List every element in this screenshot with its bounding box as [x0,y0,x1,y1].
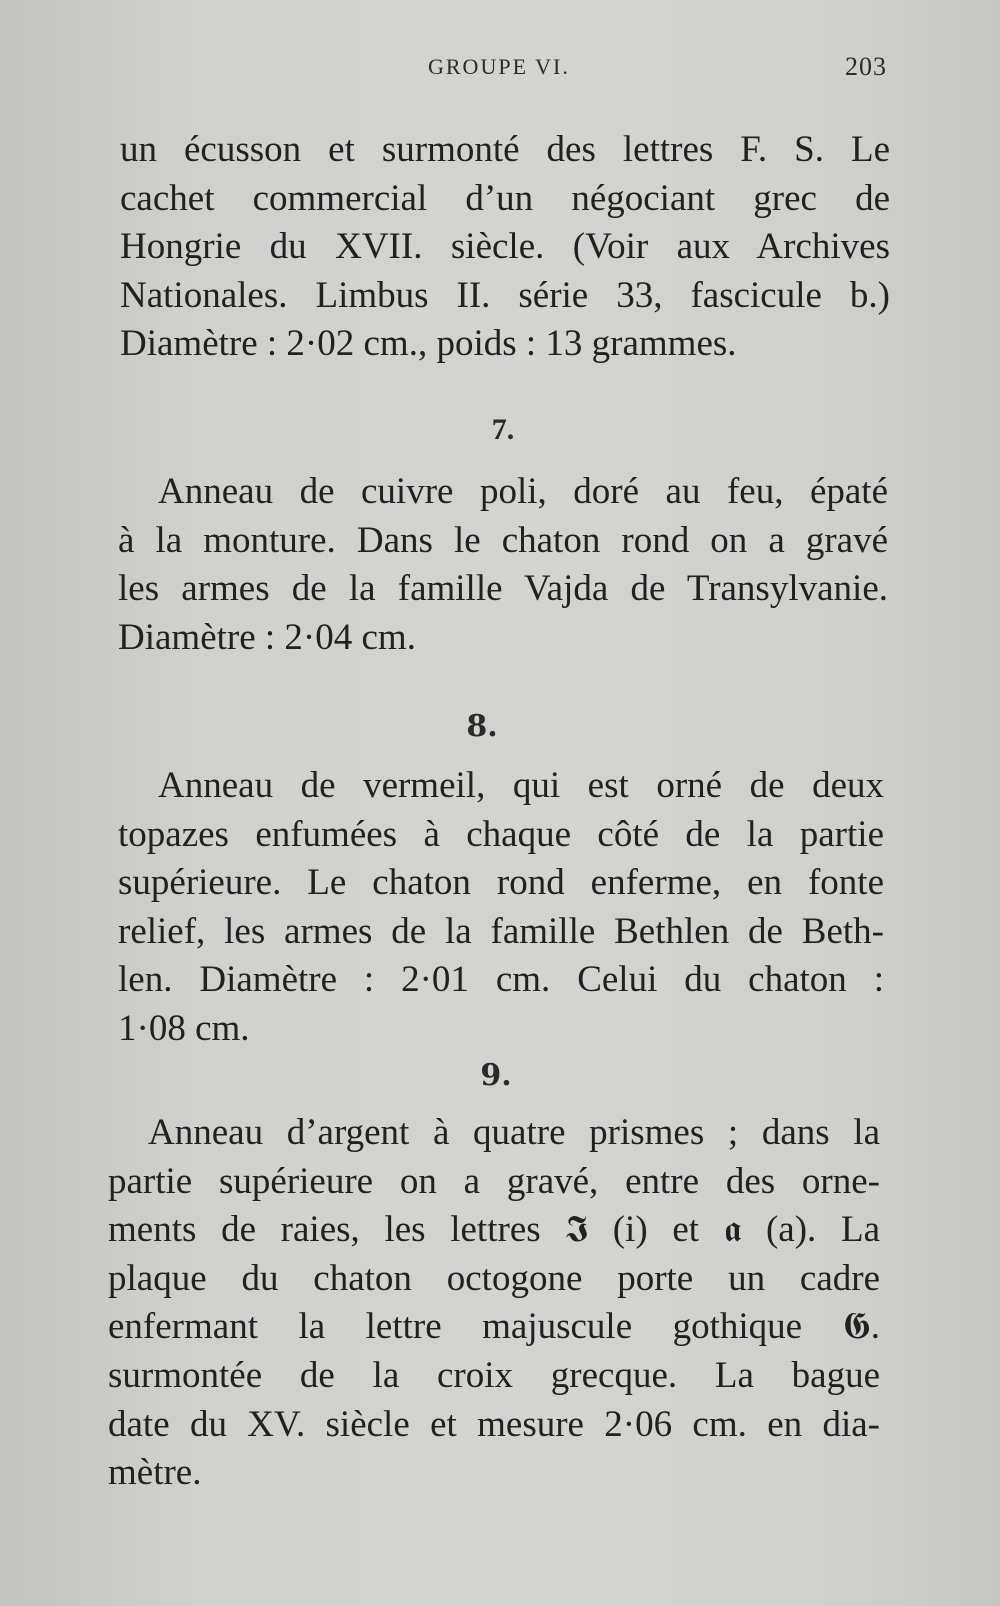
text-line: à la monture. Dans le chaton rond on a gravé [118,519,888,561]
text-line: surmontée de la croix grecque. La bague [108,1354,880,1396]
text-line: mètre. [108,1452,202,1494]
text-line: date du XV. siècle et mesure 2·06 cm. en dia- [108,1403,880,1445]
text-line: Anneau d’argent à quatre prismes ; dans la [148,1112,880,1153]
text-line: les armes de la famille Vajda de Transylvanie. [118,568,888,610]
text-line: partie supérieure on a gravé, entre des orne- [108,1160,880,1202]
text-line: relief, les armes de la famille Bethlen de Beth- [118,910,884,952]
text-line: Diamètre : 2·04 cm. [118,616,416,658]
text-line: enfermant la lettre majuscule gothique 𝕲. [108,1306,880,1348]
page-header [0,50,1000,90]
entry-number-8: 8. [466,709,498,744]
text-line: cachet commercial d’un négociant grec de [120,177,890,219]
text-line: len. Diamètre : 2·01 cm. Celui du chaton : [118,959,884,1001]
text-line: Diamètre : 2·02 cm., poids : 13 grammes. [120,323,737,365]
text-line: Nationales. Limbus II. série 33, fascicule b.) [120,274,890,316]
entry-number-7: 7. [491,413,515,446]
page-number: 203 [845,52,887,81]
text-line: un écusson et surmonté des lettres F. S. Le [120,129,890,170]
text-line: ments de raies, les lettres 𝕴 (i) et 𝖆 (a). La [108,1209,880,1251]
text-line: Anneau de cuivre poli, doré au feu, épaté [158,471,888,512]
entry-number-9: 9. [480,1058,512,1093]
text-line: Hongrie du XVII. siècle. (Voir aux Archives [120,226,890,268]
entry-paragraph-7 [118,468,888,662]
text-line: plaque du chaton octogone porte un cadre [108,1257,880,1299]
text-line: Anneau de vermeil, qui est orné de deux [158,765,884,806]
text-line: 1·08 cm. [118,1007,250,1049]
text-line: topazes enfumées à chaque côté de la partie [118,813,884,855]
running-head: GROUPE VI. [428,54,570,79]
entry-paragraph-8 [118,762,884,1054]
entry-paragraph-9 [108,1109,880,1498]
paragraph-continuation [120,126,890,369]
text-line: supérieure. Le chaton rond enferme, en fonte [118,862,884,904]
